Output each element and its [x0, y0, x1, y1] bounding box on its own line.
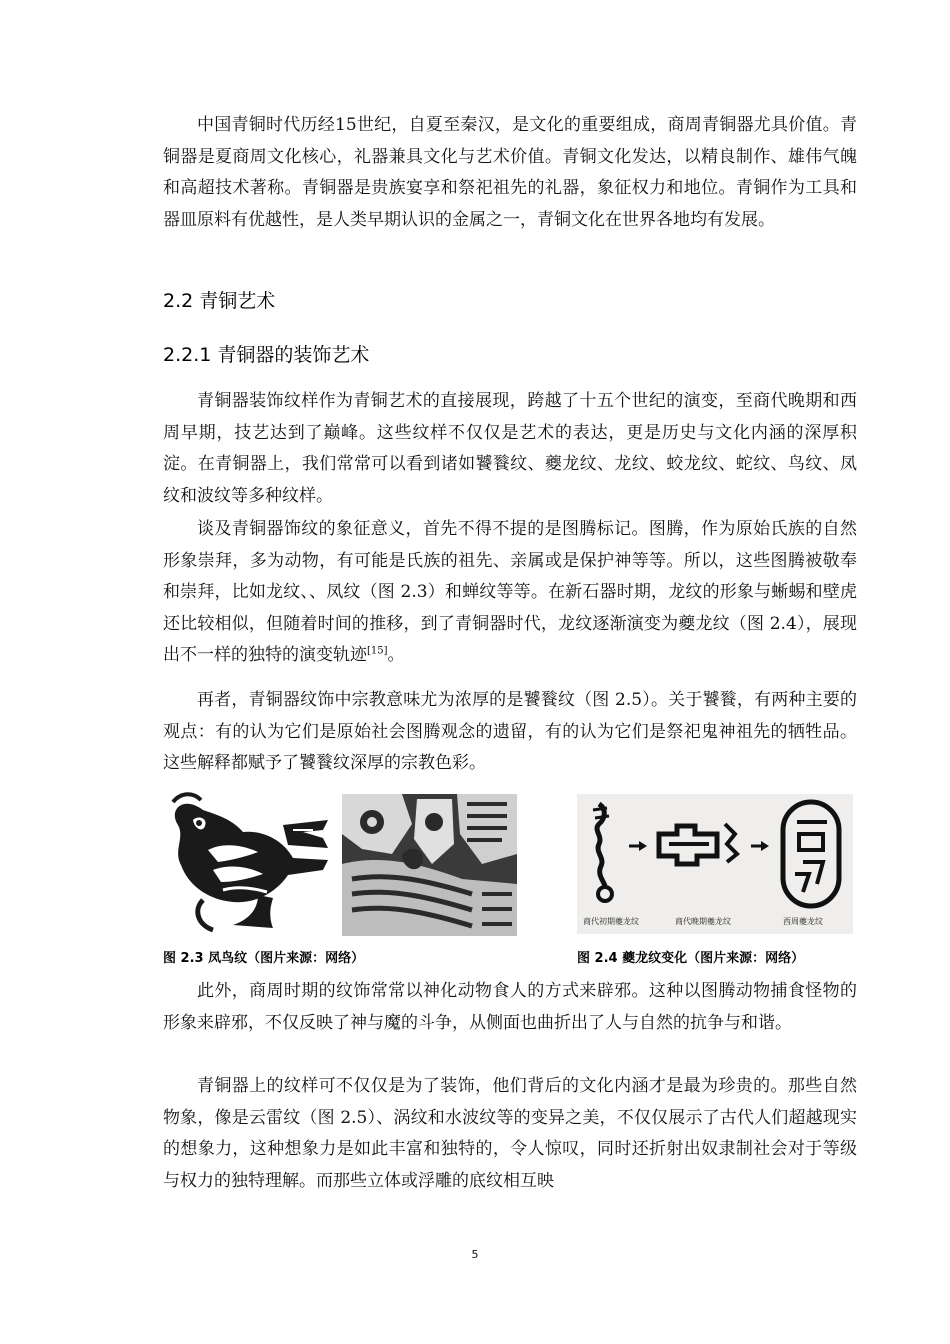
kui-stage-2-label: 商代晚期夔龙纹 — [675, 917, 731, 926]
kui-dragon-evolution-image — [577, 794, 853, 934]
page-number: 5 — [471, 1248, 479, 1261]
paragraph-warding-evil: 此外，商周时期的纹饰常常以神化动物食人的方式来辟邪。这种以图腾动物捕食怪物的形象来辟邪，不仅反映了神与魔的斗争，从侧面也曲折出了人与自然的抗争与和谐。 — [163, 981, 857, 1033]
paragraph-taotie: 再者，青铜器纹饰中宗教意味尤为浓厚的是饕餮纹（图 2.5）。关于饕餮，有两种主要的观点：有的认为它们是原始社会图腾观念的遗留，有的认为它们是祭祀鬼神祖先的牺牲品。这些解释都赋予了饕餮纹深厚的宗教色彩。 — [163, 690, 857, 774]
paragraph-totem-text: 谈及青铜器饰纹的象征意义，首先不得不提的是图腾标记。图腾，作为原始氏族的自然形象崇拜，多为动物，有可能是氏族的祖先、亲属或是保护神等等。所以，这些图腾被敬奉和崇拜，比如龙纹、、凤纹（图 2.3）和蝉纹等等。在新石器时期，龙纹的形象与蜥蜴和壁虎还比较相似，但随着时间的推移，到了青铜器时代，龙纹逐渐演变为夔龙纹（图 2.4），展现出不一样的独特的演变轨迹 — [163, 519, 857, 666]
taotie-relief-image — [342, 794, 517, 936]
section-heading: 2.2 青铜艺术 — [163, 290, 276, 312]
phoenix-bird-pattern-image — [163, 790, 335, 936]
intro-paragraph: 中国青铜时代历经15世纪，自夏至秦汉，是文化的重要组成，商周青铜器尤具价值。青铜器是夏商周文化核心，礼器兼具文化与艺术价值。青铜文化发达，以精良制作、雄伟气魄和高超技术著称。青铜器是贵族宴享和祭祀祖先的礼器，象征权力和地位。青铜作为工具和器皿原料有优越性，是人类早期认识的金属之一，青铜文化在世界各地均有发展。 — [163, 115, 857, 230]
figure-2-4-caption: 图 2.4 夔龙纹变化（图片来源：网络） — [577, 951, 805, 966]
paragraph-totem-symbolism — [163, 514, 857, 672]
paragraph-cultural-meaning: 青铜器上的纹样可不仅仅是为了装饰，他们背后的文化内涵才是最为珍贵的。那些自然物象，像是云雷纹（图 2.5）、涡纹和水波纹等的变异之美，不仅仅展示了古代人们超越现实的想象力，这种想象力是如此丰富和独特的，令人惊叹，同时还折射出奴隶制社会对于等级与权力的独特理解。而那些立体或浮雕的底纹相互映 — [163, 1076, 857, 1191]
paragraph-decoration-patterns: 青铜器装饰纹样作为青铜艺术的直接展现，跨越了十五个世纪的演变，至商代晚期和西周早期，技艺达到了巅峰。这些纹样不仅仅是艺术的表达，更是历史与文化内涵的深厚积淀。在青铜器上，我们常常可以看到诸如饕餮纹、夔龙纹、龙纹、蛟龙纹、蛇纹、鸟纹、凤纹和波纹等多种纹样。 — [163, 391, 857, 506]
paragraph-totem-end: 。 — [387, 645, 405, 666]
kui-stage-1-label: 商代初期夔龙纹 — [583, 917, 639, 926]
subsection-heading: 2.2.1 青铜器的装饰艺术 — [163, 344, 370, 366]
figure-2-3-caption: 图 2.3 凤鸟纹（图片来源：网络） — [163, 951, 365, 966]
citation-ref: [15] — [367, 645, 388, 657]
kui-stage-3-label: 西周夔龙纹 — [783, 917, 823, 926]
